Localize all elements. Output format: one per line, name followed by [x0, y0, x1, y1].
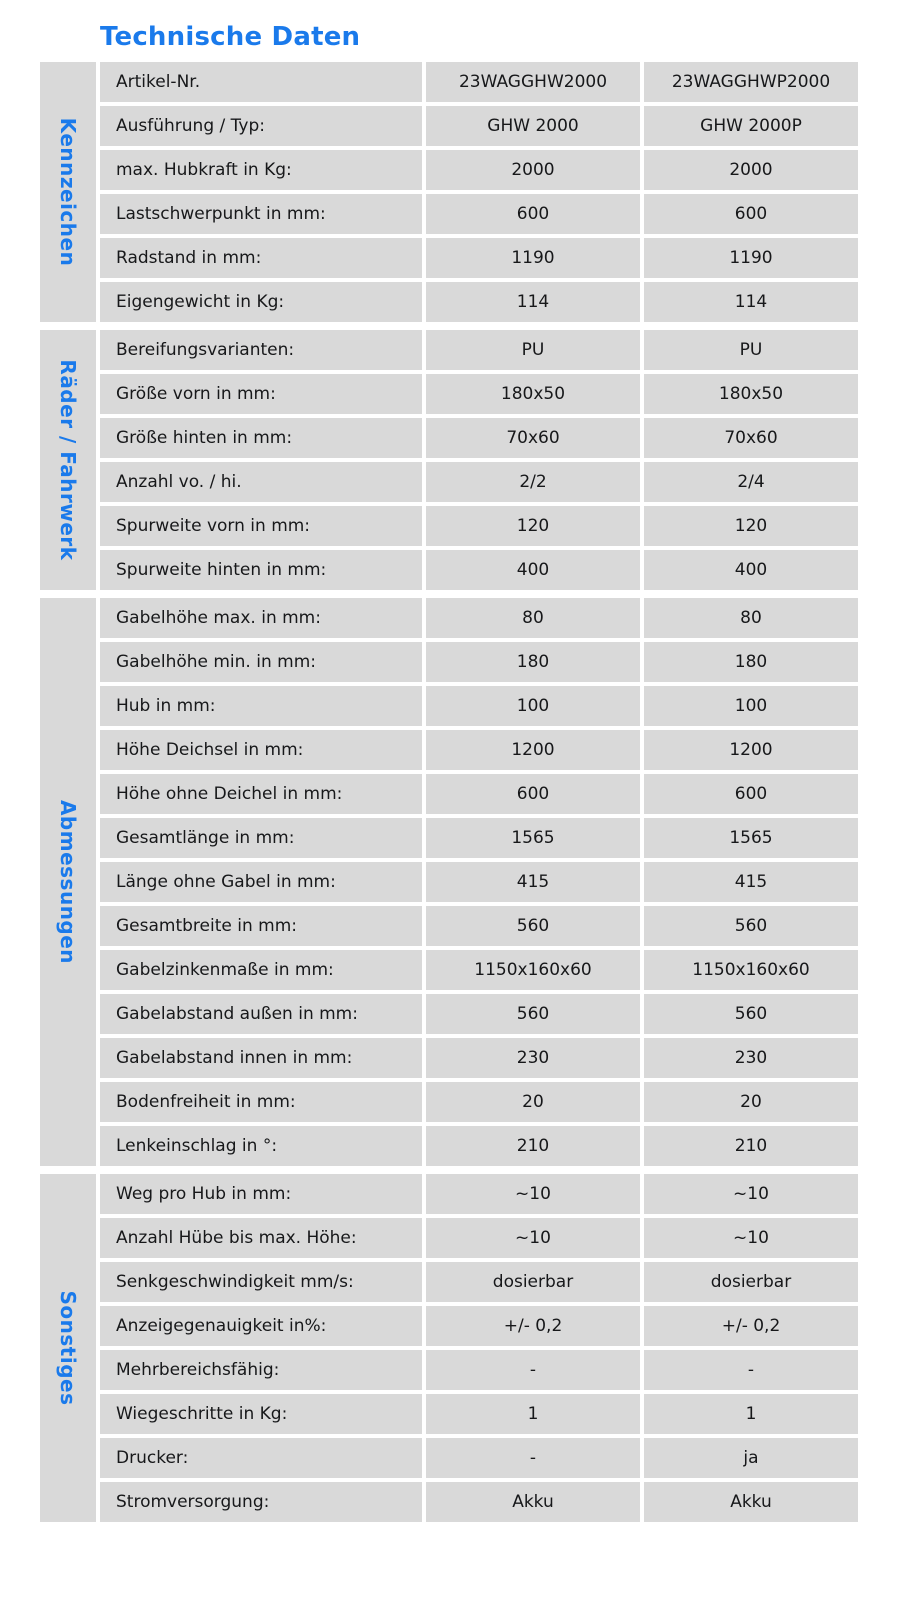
table-row [100, 330, 863, 370]
row-label-cell: Drucker: [100, 1438, 422, 1478]
table-row [100, 550, 863, 590]
table-row [100, 862, 863, 902]
row-value-cell-model-1: 560 [426, 906, 640, 946]
table-row [100, 238, 863, 278]
row-value-cell-model-1: 600 [426, 774, 640, 814]
spec-section [40, 1174, 863, 1522]
table-row [100, 150, 863, 190]
row-value-cell-model-2: 400 [644, 550, 858, 590]
table-row [100, 1218, 863, 1258]
row-value-cell-model-1: 20 [426, 1082, 640, 1122]
spec-rows [100, 1174, 863, 1522]
table-row [100, 818, 863, 858]
table-row [100, 1394, 863, 1434]
category-label: Abmessungen [56, 799, 80, 965]
category-label: Kennzeichen [56, 117, 80, 267]
row-value-cell-model-2: 180 [644, 642, 858, 682]
row-label-cell: Radstand in mm: [100, 238, 422, 278]
row-label-cell: Gesamtlänge in mm: [100, 818, 422, 858]
category-label: Sonstiges [56, 1290, 80, 1406]
table-row [100, 994, 863, 1034]
table-row [100, 106, 863, 146]
table-row [100, 506, 863, 546]
row-value-cell-model-1: 230 [426, 1038, 640, 1078]
table-row [100, 598, 863, 638]
table-row [100, 774, 863, 814]
row-value-cell-model-2: 1200 [644, 730, 858, 770]
row-value-cell-model-2: Akku [644, 1482, 858, 1522]
row-value-cell-model-2: 210 [644, 1126, 858, 1166]
row-value-cell-model-2: 114 [644, 282, 858, 322]
row-value-cell-model-1: 2000 [426, 150, 640, 190]
row-label-cell: Wiegeschritte in Kg: [100, 1394, 422, 1434]
page-title: Technische Daten [100, 22, 361, 52]
row-value-cell-model-1: ~10 [426, 1174, 640, 1214]
row-value-cell-model-2: 415 [644, 862, 858, 902]
table-row [100, 1174, 863, 1214]
row-label-cell: Gabelabstand innen in mm: [100, 1038, 422, 1078]
row-value-cell-model-1: GHW 2000 [426, 106, 640, 146]
row-value-cell-model-1: 600 [426, 194, 640, 234]
table-row [100, 1350, 863, 1390]
row-label-cell: Gabelhöhe min. in mm: [100, 642, 422, 682]
row-value-cell-model-1: dosierbar [426, 1262, 640, 1302]
category-band [40, 598, 96, 1166]
row-value-cell-model-2: 1 [644, 1394, 858, 1434]
row-value-cell-model-1: 80 [426, 598, 640, 638]
row-label-cell: Größe vorn in mm: [100, 374, 422, 414]
row-value-cell-model-1: 1190 [426, 238, 640, 278]
row-value-cell-model-2: GHW 2000P [644, 106, 858, 146]
row-label-cell: Länge ohne Gabel in mm: [100, 862, 422, 902]
row-value-cell-model-2: 100 [644, 686, 858, 726]
row-value-cell-model-2: ~10 [644, 1218, 858, 1258]
category-band [40, 1174, 96, 1522]
row-value-cell-model-1: 560 [426, 994, 640, 1034]
row-label-cell: Lastschwerpunkt in mm: [100, 194, 422, 234]
row-value-cell-model-2: 1190 [644, 238, 858, 278]
row-value-cell-model-1: 1150x160x60 [426, 950, 640, 990]
row-value-cell-model-1: 1565 [426, 818, 640, 858]
row-value-cell-model-2: 120 [644, 506, 858, 546]
row-value-cell-model-2: +/- 0,2 [644, 1306, 858, 1346]
row-label-cell: Bereifungsvarianten: [100, 330, 422, 370]
spec-section [40, 62, 863, 322]
row-value-cell-model-1: - [426, 1350, 640, 1390]
row-value-cell-model-2: ~10 [644, 1174, 858, 1214]
row-label-cell: Höhe Deichsel in mm: [100, 730, 422, 770]
row-value-cell-model-1: 70x60 [426, 418, 640, 458]
row-value-cell-model-2: ja [644, 1438, 858, 1478]
row-value-cell-model-2: 600 [644, 774, 858, 814]
spec-rows [100, 62, 863, 322]
row-value-cell-model-1: 180 [426, 642, 640, 682]
row-value-cell-model-1: Akku [426, 1482, 640, 1522]
row-value-cell-model-1: 100 [426, 686, 640, 726]
table-row [100, 282, 863, 322]
row-label-cell: Stromversorgung: [100, 1482, 422, 1522]
row-value-cell-model-1: 400 [426, 550, 640, 590]
row-label-cell: Größe hinten in mm: [100, 418, 422, 458]
row-value-cell-model-2: 20 [644, 1082, 858, 1122]
row-value-cell-model-2: - [644, 1350, 858, 1390]
row-value-cell-model-1: 180x50 [426, 374, 640, 414]
table-row [100, 1126, 863, 1166]
row-label-cell: max. Hubkraft in Kg: [100, 150, 422, 190]
row-value-cell-model-2: 1565 [644, 818, 858, 858]
table-row [100, 950, 863, 990]
spec-section [40, 598, 863, 1166]
row-value-cell-model-2: 80 [644, 598, 858, 638]
row-label-cell: Hub in mm: [100, 686, 422, 726]
row-value-cell-model-2: 600 [644, 194, 858, 234]
technical-data-table [40, 62, 863, 1522]
row-label-cell: Gabelabstand außen in mm: [100, 994, 422, 1034]
table-row [100, 1306, 863, 1346]
row-value-cell-model-2: 2000 [644, 150, 858, 190]
row-label-cell: Gabelzinkenmaße in mm: [100, 950, 422, 990]
category-band [40, 62, 96, 322]
row-value-cell-model-1: 23WAGGHW2000 [426, 62, 640, 102]
table-row [100, 1082, 863, 1122]
table-row [100, 642, 863, 682]
table-row [100, 1438, 863, 1478]
table-row [100, 1262, 863, 1302]
row-label-cell: Anzahl vo. / hi. [100, 462, 422, 502]
row-label-cell: Spurweite vorn in mm: [100, 506, 422, 546]
spec-section [40, 330, 863, 590]
row-label-cell: Ausführung / Typ: [100, 106, 422, 146]
row-value-cell-model-2: 70x60 [644, 418, 858, 458]
row-label-cell: Gabelhöhe max. in mm: [100, 598, 422, 638]
row-value-cell-model-1: 2/2 [426, 462, 640, 502]
row-label-cell: Bodenfreiheit in mm: [100, 1082, 422, 1122]
row-label-cell: Gesamtbreite in mm: [100, 906, 422, 946]
row-label-cell: Spurweite hinten in mm: [100, 550, 422, 590]
row-value-cell-model-2: dosierbar [644, 1262, 858, 1302]
table-row [100, 730, 863, 770]
row-value-cell-model-1: 1 [426, 1394, 640, 1434]
table-row [100, 462, 863, 502]
table-row [100, 686, 863, 726]
row-value-cell-model-1: 114 [426, 282, 640, 322]
row-value-cell-model-1: ~10 [426, 1218, 640, 1258]
table-row [100, 1482, 863, 1522]
row-value-cell-model-1: 415 [426, 862, 640, 902]
row-value-cell-model-2: 560 [644, 906, 858, 946]
spec-rows [100, 330, 863, 590]
spec-rows [100, 598, 863, 1166]
table-row [100, 194, 863, 234]
row-label-cell: Lenkeinschlag in °: [100, 1126, 422, 1166]
row-label-cell: Anzahl Hübe bis max. Höhe: [100, 1218, 422, 1258]
row-value-cell-model-2: PU [644, 330, 858, 370]
row-label-cell: Eigengewicht in Kg: [100, 282, 422, 322]
row-value-cell-model-2: 2/4 [644, 462, 858, 502]
row-label-cell: Anzeigegenauigkeit in%: [100, 1306, 422, 1346]
table-row [100, 62, 863, 102]
row-value-cell-model-2: 1150x160x60 [644, 950, 858, 990]
row-label-cell: Weg pro Hub in mm: [100, 1174, 422, 1214]
row-value-cell-model-1: +/- 0,2 [426, 1306, 640, 1346]
row-value-cell-model-2: 230 [644, 1038, 858, 1078]
row-label-cell: Mehrbereichsfähig: [100, 1350, 422, 1390]
row-value-cell-model-2: 23WAGGHWP2000 [644, 62, 858, 102]
category-band [40, 330, 96, 590]
row-label-cell: Artikel-Nr. [100, 62, 422, 102]
table-row [100, 418, 863, 458]
table-row [100, 906, 863, 946]
row-label-cell: Senkgeschwindigkeit mm/s: [100, 1262, 422, 1302]
row-label-cell: Höhe ohne Deichel in mm: [100, 774, 422, 814]
row-value-cell-model-1: PU [426, 330, 640, 370]
row-value-cell-model-1: 1200 [426, 730, 640, 770]
row-value-cell-model-1: - [426, 1438, 640, 1478]
category-label: Räder / Fahrwerk [56, 359, 80, 561]
row-value-cell-model-1: 210 [426, 1126, 640, 1166]
row-value-cell-model-2: 560 [644, 994, 858, 1034]
row-value-cell-model-2: 180x50 [644, 374, 858, 414]
table-row [100, 1038, 863, 1078]
row-value-cell-model-1: 120 [426, 506, 640, 546]
table-row [100, 374, 863, 414]
